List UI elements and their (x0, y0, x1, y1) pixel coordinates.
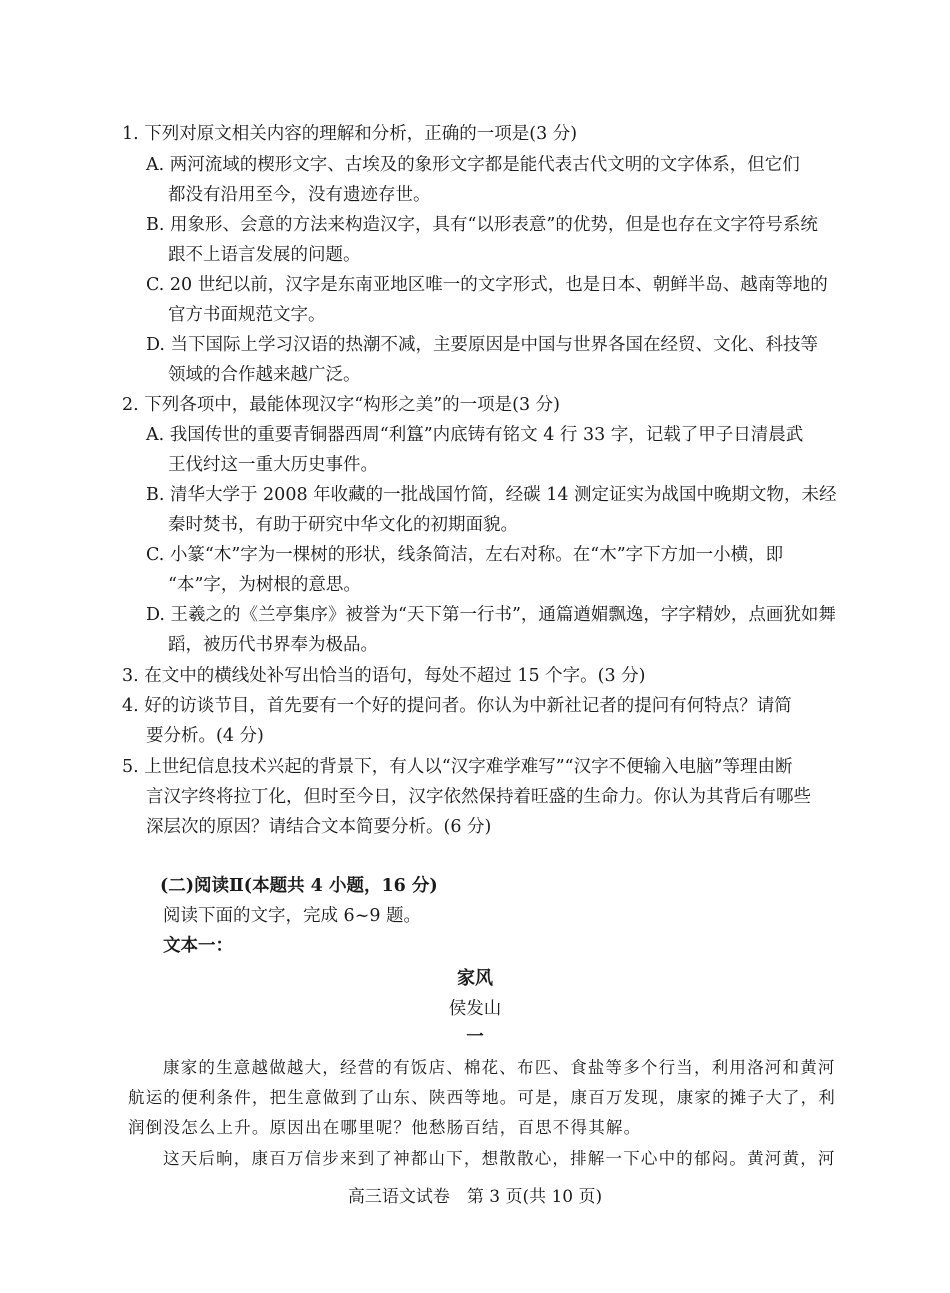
question-2-stem: 2. 下列各项中，最能体现汉字“构形之美”的一项是(3 分) (122, 395, 561, 415)
section-instruction: 阅读下面的文字，完成 6~9 题。 (163, 906, 422, 926)
question-1-option-b: B. 用象形、会意的方法来构造汉字，具有“以形表意”的优势，但是也存在文字符号系统 (146, 215, 818, 235)
story-paragraph-1-line-1: 康家的生意越做越大，经营的有饭店、棉花、布匹、食盐等多个行当，利用洛河和黄河 (163, 1058, 836, 1077)
question-2-option-c-cont: “本”字，为树根的意思。 (168, 575, 361, 595)
story-title: 家风 (457, 968, 493, 989)
question-1-option-d: D. 当下国际上学习汉语的热潮不减，主要原因是中国与世界各国在经贸、文化、科技等 (146, 335, 819, 355)
question-1-option-a: A. 两河流域的楔形文字、古埃及的象形文字都是能代表古代文明的文字体系，但它们 (146, 155, 800, 175)
question-4: 4. 好的访谈节目，首先要有一个好的提问者。你认为中新社记者的提问有何特点？请简 (122, 696, 792, 716)
page-footer: 高三语文试卷 第 3 页(共 10 页) (347, 1187, 603, 1207)
question-5-cont-1: 言汉字终将拉丁化，但时至今日，汉字依然保持着旺盛的生命力。你认为其背后有哪些 (146, 787, 811, 807)
question-1-option-a-cont: 都没有沿用至今，没有遗迹存世。 (168, 185, 431, 205)
section-heading: (二)阅读Ⅱ(本题共 4 小题，16 分) (160, 876, 438, 896)
text-one-label: 文本一： (163, 936, 233, 956)
question-1-option-b-cont: 跟不上语言发展的问题。 (168, 245, 361, 265)
question-2-option-a: A. 我国传世的重要青铜器西周“利簋”内底铸有铭文 4 行 33 字，记载了甲子日清晨武 (146, 425, 804, 445)
story-paragraph-1-line-2: 航运的便利条件，把生意做到了山东、陕西等地。可是，康百万发现，康家的摊子大了，利 (128, 1088, 836, 1107)
question-3: 3. 在文中的横线处补写出恰当的语句，每处不超过 15 个字。(3 分) (122, 666, 646, 686)
question-1-option-d-cont: 领域的合作越来越广泛。 (168, 365, 361, 385)
question-5-cont-2: 深层次的原因？请结合文本简要分析。(6 分) (146, 817, 492, 837)
question-2-option-b-cont: 秦时焚书，有助于研究中华文化的初期面貌。 (168, 515, 518, 535)
question-5: 5. 上世纪信息技术兴起的背景下，有人以“汉字难学难写”“汉字不便输入电脑”等理由断 (122, 757, 793, 777)
story-part-number: 一 (466, 1027, 484, 1047)
question-2-option-a-cont: 王伐纣这一重大历史事件。 (168, 455, 378, 475)
question-4-cont: 要分析。(4 分) (146, 726, 264, 746)
question-2-option-b: B. 清华大学于 2008 年收藏的一批战国竹简，经碳 14 测定证实为战国中晚期文物，未经 (146, 485, 837, 505)
question-2-option-c: C. 小篆“木”字为一棵树的形状，线条简洁，左右对称。在“木”字下方加一小横，即 (146, 545, 784, 565)
question-1-option-c: C. 20 世纪以前，汉字是东南亚地区唯一的文字形式，也是日本、朝鲜半岛、越南等地的 (146, 275, 828, 295)
question-1-option-c-cont: 官方书面规范文字。 (168, 305, 326, 325)
question-2-option-d: D. 王羲之的《兰亭集序》被誉为“天下第一行书”，通篇遒媚飘逸，字字精妙，点画犹如舞 (146, 605, 836, 625)
story-paragraph-2-line-1: 这天后晌，康百万信步来到了神都山下，想散散心，排解一下心中的郁闷。黄河黄，河 (163, 1149, 836, 1168)
story-paragraph-1-line-3: 润倒没怎么上升。原因出在哪里呢？他愁肠百结，百思不得其解。 (128, 1118, 642, 1137)
story-author: 侯发山 (448, 999, 502, 1019)
question-2-option-d-cont: 蹈，被历代书界奉为极品。 (168, 635, 378, 655)
question-1-stem: 1. 下列对原文相关内容的理解和分析，正确的一项是(3 分) (122, 124, 578, 144)
